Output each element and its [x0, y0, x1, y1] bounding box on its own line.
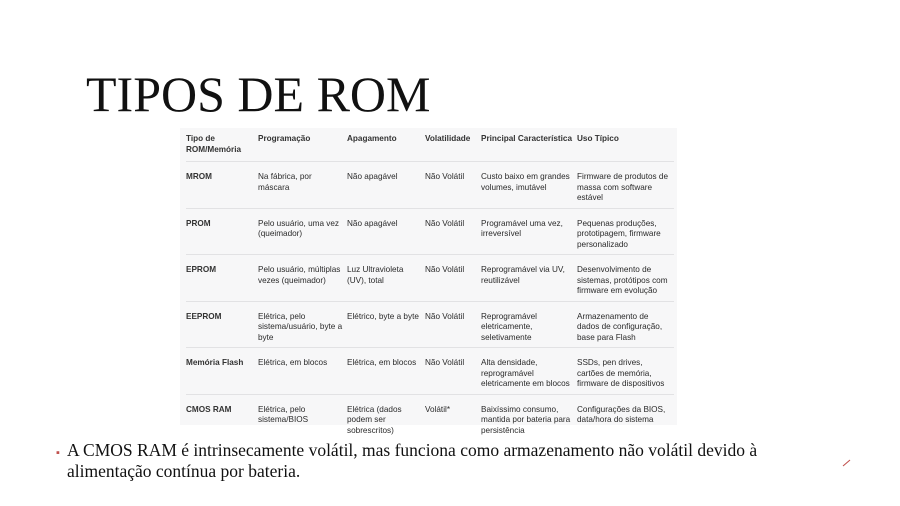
- header-programming: Programação: [258, 134, 311, 143]
- slide-title: TIPOS DE ROM: [86, 66, 431, 122]
- table-cell: Configurações da BIOS, data/hora do sistema: [577, 394, 674, 440]
- table-cell: Programável uma vez, irreversível: [481, 208, 577, 255]
- table-cell: Memória Flash: [186, 348, 258, 395]
- table-header-row: [186, 132, 674, 162]
- table-cell: Elétrica, pelo sistema/usuário, byte a byte: [258, 301, 347, 348]
- table-row: [186, 301, 674, 348]
- table-cell: MROM: [186, 162, 258, 209]
- table-cell: Pelo usuário, múltiplas vezes (queimador): [258, 255, 347, 302]
- table-cell: Luz Ultravioleta (UV), total: [347, 255, 425, 302]
- table-cell: Não Volátil: [425, 301, 481, 348]
- table-cell: Volátil*: [425, 394, 481, 440]
- table-cell: SSDs, pen drives, cartões de memória, firmware de dispositivos: [577, 348, 674, 395]
- rom-types-table: [186, 132, 674, 440]
- table-cell: Não Volátil: [425, 348, 481, 395]
- table-cell: Reprogramável via UV, reutilizável: [481, 255, 577, 302]
- table-cell: Na fábrica, por máscara: [258, 162, 347, 209]
- header-erasing: Apagamento: [347, 134, 397, 143]
- square-bullet-icon: ▪: [56, 447, 60, 459]
- table-cell: Não Volátil: [425, 162, 481, 209]
- table-cell: Elétrico, byte a byte: [347, 301, 425, 348]
- table-cell: Pequenas produções, prototipagem, firmware personalizado: [577, 208, 674, 255]
- table-cell: Não apagável: [347, 162, 425, 209]
- table-row: [186, 162, 674, 209]
- table-cell: Elétrica, em blocos: [347, 348, 425, 395]
- table-cell: Desenvolvimento de sistemas, protótipos com firmware em evolução: [577, 255, 674, 302]
- table-cell: Não apagável: [347, 208, 425, 255]
- table-cell: Elétrica, pelo sistema/BIOS: [258, 394, 347, 440]
- rom-types-table-image: [180, 128, 677, 435]
- header-typical-use: Uso Típico: [577, 134, 619, 143]
- table-cell: EEPROM: [186, 301, 258, 348]
- table-cell: Alta densidade, reprogramável eletricamente em blocos: [481, 348, 577, 395]
- table-cell: Armazenamento de dados de configuração, base para Flash: [577, 301, 674, 348]
- table-row: [186, 394, 674, 440]
- bullet-text: A CMOS RAM é intrinsecamente volátil, mas funciona como armazenamento não volátil devido à alimentação contínua por bateria.: [67, 440, 758, 481]
- table-cell: CMOS RAM: [186, 394, 258, 440]
- header-volatility: Volatilidade: [425, 134, 471, 143]
- table-cell: Não Volátil: [425, 208, 481, 255]
- header-type: Tipo de ROM/Memória: [186, 134, 242, 154]
- table-cell: Firmware de produtos de massa com software estável: [577, 162, 674, 209]
- table-cell: Baixíssimo consumo, mantida por bateria para persistência: [481, 394, 577, 440]
- table-cell: Custo baixo em grandes volumes, imutável: [481, 162, 577, 209]
- pen-stroke-icon: [842, 459, 851, 467]
- table-cell: Elétrica (dados podem ser sobrescritos): [347, 394, 425, 440]
- table-cell: Reprogramável eletricamente, seletivamente: [481, 301, 577, 348]
- table-row: [186, 208, 674, 255]
- table-cell: EPROM: [186, 255, 258, 302]
- table-row: [186, 255, 674, 302]
- table-cell: Pelo usuário, uma vez (queimador): [258, 208, 347, 255]
- table-cell: Elétrica, em blocos: [258, 348, 347, 395]
- header-main-feature: Principal Característica: [481, 134, 573, 143]
- table-cell: Não Volátil: [425, 255, 481, 302]
- table-row: [186, 348, 674, 395]
- table-cell: PROM: [186, 208, 258, 255]
